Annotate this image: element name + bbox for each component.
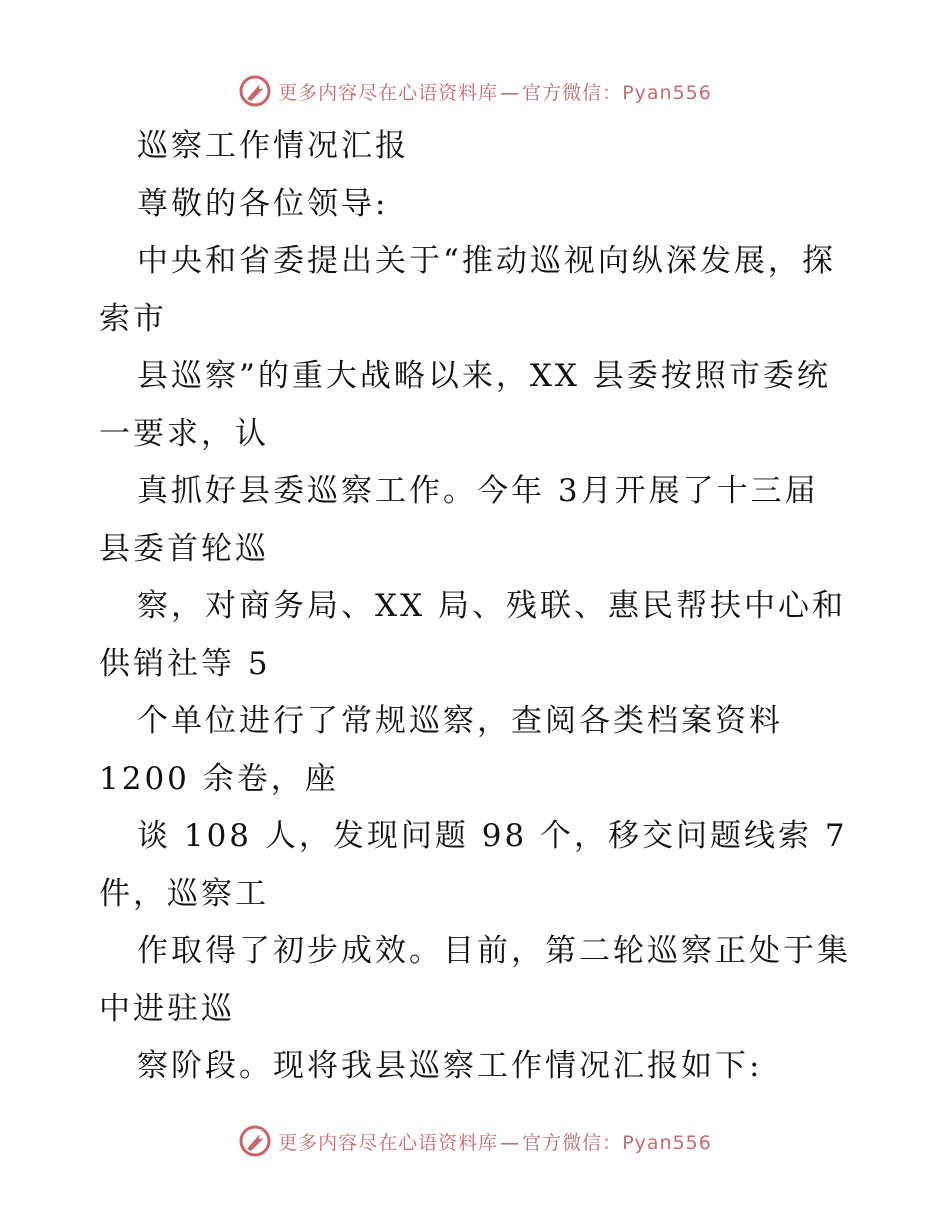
- text-line: 县巡察”的重大战略以来，XX 县委按照市委统: [137, 358, 831, 394]
- watermark-label: 更多内容尽在心语资料库: [278, 1131, 499, 1154]
- pen-nib-logo-icon: [238, 1124, 272, 1158]
- pen-nib-logo-icon: [238, 74, 272, 108]
- text-line: 索市: [99, 300, 167, 337]
- text-line: 件，巡察工: [99, 875, 269, 912]
- watermark-wechat-id: Pyan556: [622, 1131, 712, 1154]
- text-line: 个单位进行了常规巡察，查阅各类档案资料: [137, 703, 783, 739]
- text-line: 1200 余卷，座: [99, 760, 339, 797]
- text-line: 察，对商务局、XX 局、残联、惠民帮扶中心和: [137, 588, 846, 624]
- text-line: 县委首轮巡: [99, 530, 269, 567]
- salutation: 尊敬的各位领导:: [137, 185, 389, 222]
- text-line: 察阶段。现将我县巡察工作情况汇报如下:: [137, 1048, 763, 1084]
- document-title: 巡察工作情况汇报: [137, 128, 409, 164]
- watermark-wechat-label: 官方微信：: [522, 1131, 623, 1154]
- text-line: 中进驻巡: [99, 990, 235, 1027]
- text-line: 真抓好县委巡察工作。今年 3月开展了十三届: [137, 473, 819, 509]
- watermark-text: [278, 78, 712, 105]
- watermark-wechat-id: Pyan556: [622, 81, 712, 104]
- watermark-separator: —: [500, 1131, 521, 1154]
- text-line: 谈 108 人，发现问题 98 个，移交问题线索 7: [137, 818, 848, 854]
- watermark-text: [278, 1128, 712, 1155]
- watermark-label: 更多内容尽在心语资料库: [278, 81, 499, 104]
- text-line: 供销社等 5: [99, 645, 271, 682]
- watermark-wechat-label: 官方微信：: [522, 81, 623, 104]
- footer-watermark-banner: [0, 1121, 950, 1161]
- document-body: [99, 118, 859, 1096]
- text-line: 作取得了初步成效。目前，第二轮巡察正处于集: [137, 933, 851, 969]
- header-watermark-banner: [0, 71, 950, 111]
- watermark-separator: —: [500, 81, 521, 104]
- text-line: 中央和省委提出关于“推动巡视向纵深发展，探: [137, 243, 836, 279]
- text-line: 一要求，认: [99, 415, 269, 452]
